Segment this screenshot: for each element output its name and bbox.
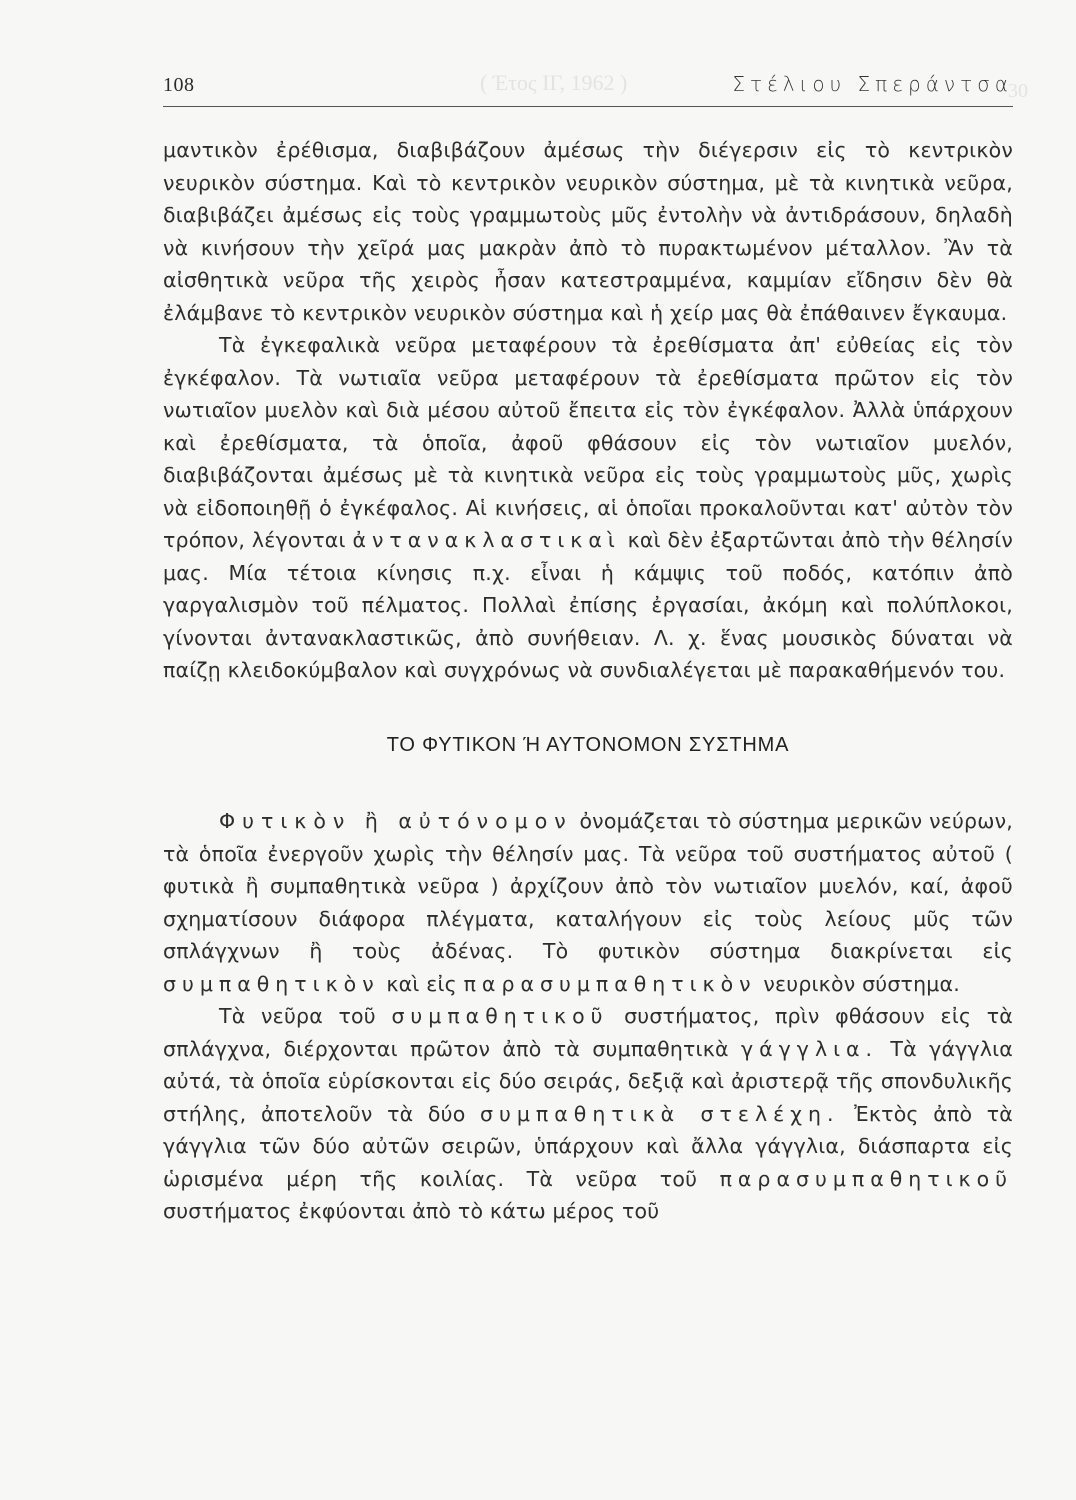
term-sympathetic-trunks: συμπαθητικὰ στελέχη. — [480, 1101, 840, 1126]
paragraph-4-text-c: Τὰ γάγγλια αὐτά, τὰ ὁποῖα εὑρίσκονται εἰς δύο σειράς, δεξιᾷ καὶ ἀριστερᾷ τῆς σπονδυλικῆς στήλης, ἀποτελοῦν τὰ δύο — [163, 1036, 1014, 1126]
paragraph-4-text-e: συστήματος ἐκφύονται ἀπὸ τὸ κάτω μέρος τοῦ — [163, 1199, 660, 1223]
term-sympathetic: συμπαθητικὸν — [163, 971, 380, 996]
paragraph-4-text-b: συστήματος, πρὶν φθάσουν εἰς τὰ σπλάγχνα, διέρχονται πρῶτον ἀπὸ τὰ συμπαθητικὰ — [163, 1004, 1014, 1061]
section-heading: ΤΟ ΦΥΤΙΚΟΝ Ή ΑΥΤΟΝΟΜΟΝ ΣΥΣΤΗΜΑ — [386, 733, 790, 756]
bleed-through-number: 30 — [1008, 80, 1028, 102]
paragraph-1 — [163, 134, 1013, 329]
paragraph-3-text-a: ὀνομάζεται τὸ σύστημα μερικῶν νεύρων, τὰ ὁποῖα ἐνεργοῦν χωρὶς τὴν θέλησίν μας. Τὰ νεῦρα τοῦ συστήματος αὐτοῦ ( φυτικὰ ἢ συμπαθητικὰ νεῦρα ) ἀρχίζουν ἀπὸ τὸν νωτιαῖον μυελόν, καί, ἀφοῦ σχηματίσουν διάφορα πλέγματα, καταλήγουν εἰς τοὺς λείους μῦς τῶν σπλάγχνων ἢ τοὺς ἀδένας. Τὸ φυτικὸν σύστημα διακρίνεται εἰς — [163, 809, 1014, 963]
paragraph-2-text-a: Τὰ ἐγκεφαλικὰ νεῦρα μεταφέρουν τὰ ἐρεθίσματα ἀπ' εὐθείας εἰς τὸν ἐγκέφαλον. Τὰ νωτιαῖα νεῦρα μεταφέρουν τὰ ἐρεθίσματα πρῶτον εἰς τὸν νωτιαῖον μυελὸν καὶ διὰ μέσου αὐτοῦ ἔπειτα εἰς τὸν ἐγκέφαλον. Ἀλλὰ ὑπάρχουν καὶ ἐρεθίσματα, τὰ ὁποῖα, ἀφοῦ φθάσουν εἰς τὸν νωτιαῖον μυελόν, διαβιβάζονται ἀμέσως μὲ τὰ κινητικὰ νεῦρα εἰς τοὺς γραμμωτοὺς μῦς, χωρὶς νὰ εἰδοποιηθῇ ὁ ἐγκέφαλος. Αἱ κινήσεις, αἱ ὁποῖαι προκαλοῦνται κατ' αὐτὸν τὸν τρόπον, λέγονται — [163, 333, 1013, 552]
term-parasympathetic: παρασυμπαθητικὸν — [463, 971, 757, 996]
paragraph-2 — [163, 329, 1013, 687]
paragraph-3 — [163, 805, 1013, 1000]
term-reflexive: ἀντανακλαστικαὶ — [352, 528, 621, 552]
term-ganglia: γάγγλια. — [741, 1036, 879, 1061]
page-number: 108 — [163, 74, 195, 96]
paragraph-4 — [163, 1000, 1013, 1228]
paragraph-4-text-a: Τὰ νεῦρα τοῦ — [219, 1004, 376, 1028]
paragraph-3-text-c: νευρικὸν σύστημα. — [763, 971, 960, 996]
body-text — [163, 134, 1013, 1228]
running-head-author: Στέλιου Σπεράντσα — [732, 72, 1013, 96]
paragraph-2-text-b: καὶ δὲν ἐξαρτῶνται ἀπὸ τὴν θέλησίν μας. Μία τέτοια κίνησις π.χ. εἶναι ἡ κάμψις τοῦ ποδός, κατόπιν ἀπὸ γαργαλισμὸν τοῦ πέλματος. Πολλαὶ ἐπίσης ἐργασίαι, ἀκόμη καὶ πολύπλοκοι, γίνονται ἀντανακλαστικῶς, ἀπὸ συνήθειαν. Λ. χ. ἕνας μουσικὸς δύναται νὰ παίζῃ κλειδοκύμβαλον καὶ συγχρόνως νὰ συνδιαλέγεται μὲ παρακαθήμενόν του. — [163, 528, 1014, 682]
bleed-through-text: ( Έτος ΙΓ, 1962 ) — [480, 70, 628, 95]
term-sympathetic-genitive: συμπαθητικοῦ — [391, 1004, 609, 1028]
paragraph-1-text: μαντικὸν ἐρέθισμα, διαβιβάζουν ἀμέσως τὴν διέγερσιν εἰς τὸ κεντρικὸν νευρικὸν σύστημα. Καὶ τὸ κεντρικὸν νευρικὸν σύστημα, μὲ τὰ κινητικὰ νεῦρα, διαβιβάζει ἀμέσως εἰς τοὺς γραμμωτοὺς μῦς ἐντολὴν νὰ ἀντιδράσουν, δηλαδὴ νὰ κινήσουν τὴν χεῖρά μας μακρὰν ἀπὸ τὸ πυρακτωμένον μέταλλον. Ἂν τὰ αἰσθητικὰ νεῦρα τῆς χειρὸς ἦσαν κατεστραμμένα, καμμίαν εἴδησιν δὲν θὰ ἐλάμβανε τὸ κεντρικὸν νευρικὸν σύστημα καὶ ἡ χείρ μας θὰ ἐπάθαινεν ἔγκαυμα. — [163, 138, 1013, 325]
paragraph-3-text-b: καὶ εἰς — [386, 971, 457, 996]
page-header — [163, 70, 1013, 107]
term-autonomic: Φυτικὸν ἢ αὐτόνομον — [219, 809, 573, 833]
paragraph-4-text-d: Ἐκτὸς ἀπὸ τὰ γάγγλια τῶν δύο αὐτῶν σειρῶν, ὑπάρχουν καὶ ἄλλα γάγγλια, διάσπαρτα εἰς ὡρισμένα μέρη τῆς κοιλίας. Τὰ νεῦρα τοῦ — [163, 1101, 1014, 1191]
term-parasympathetic-genitive: παρασυμπαθητικοῦ — [719, 1166, 1014, 1191]
